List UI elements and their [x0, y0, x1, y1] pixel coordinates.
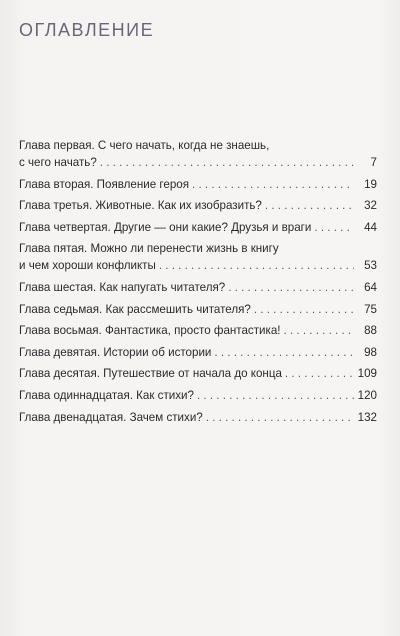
dot-leader: [265, 197, 354, 214]
dot-leader: [214, 344, 354, 361]
toc-entry: [19, 219, 377, 236]
toc-entry-title: Глава одиннадцатая. Как стихи?: [19, 388, 194, 402]
toc-entry: [19, 365, 377, 382]
toc-entry: [19, 387, 377, 404]
dot-leader: [254, 301, 354, 318]
toc-entry-title: с чего начать?: [19, 156, 97, 169]
toc-entry-title: Глава седьмая. Как рассмешить читателя?: [19, 302, 251, 316]
toc-entry-title: Глава четвертая. Другие — они какие? Друзья и враги: [19, 220, 312, 234]
toc-entry-page: 120: [357, 388, 377, 402]
toc-entry-title: Глава двенадцатая. Зачем стихи?: [19, 410, 203, 424]
toc-entry-page: 19: [364, 177, 377, 191]
toc-entry-page: 7: [370, 156, 377, 169]
toc-entry-title: Глава третья. Животные. Как их изобразить?: [19, 199, 262, 213]
dot-leader: [285, 365, 354, 382]
toc-entry-page: 75: [364, 302, 377, 316]
dot-leader: [206, 409, 354, 426]
dot-leader: [197, 387, 354, 404]
toc-entry: [19, 197, 377, 214]
toc-entry-page: 44: [364, 220, 377, 234]
toc-entry-page: 88: [364, 324, 377, 338]
toc-entry-page: 32: [364, 199, 377, 213]
toc-entry: [19, 344, 377, 361]
toc-entry: [19, 322, 377, 339]
toc-list: [19, 137, 377, 430]
dot-leader: [228, 279, 354, 296]
toc-entry: [19, 301, 377, 318]
toc-entry-title: Глава десятая. Путешествие от начала до конца: [19, 367, 282, 381]
toc-entry-title-line1: Глава первая. С чего начать, когда не знаешь,: [19, 139, 270, 152]
dot-leader: [284, 322, 355, 339]
dot-leader: [100, 154, 354, 171]
dot-leader: [314, 219, 354, 236]
toc-entry-page: 132: [357, 410, 377, 424]
toc-heading: ОГЛАВЛЕНИЕ: [19, 20, 155, 40]
toc-entry-title: Глава шестая. Как напугать читателя?: [19, 280, 226, 294]
toc-entry-page: 53: [364, 259, 377, 273]
toc-entry-title: Глава девятая. Истории об истории: [19, 345, 212, 359]
toc-entry: [19, 240, 377, 274]
dot-leader: [159, 257, 354, 274]
toc-entry-title-line1: Глава пятая. Можно ли перенести жизнь в книгу: [19, 242, 279, 256]
toc-entry: [19, 409, 377, 426]
toc-entry-page: 64: [364, 280, 377, 294]
toc-entry-title: и чем хороши конфликты: [19, 259, 156, 273]
toc-entry: [19, 279, 377, 296]
dot-leader: [192, 176, 354, 193]
toc-entry-title: Глава вторая. Появление героя: [19, 177, 189, 191]
toc-entry: [19, 176, 377, 193]
toc-entry-page: 109: [357, 367, 377, 381]
toc-entry: [19, 137, 377, 171]
toc-entry-page: 98: [364, 345, 377, 359]
toc-entry-title: Глава восьмая. Фантастика, просто фантастика!: [19, 324, 281, 338]
